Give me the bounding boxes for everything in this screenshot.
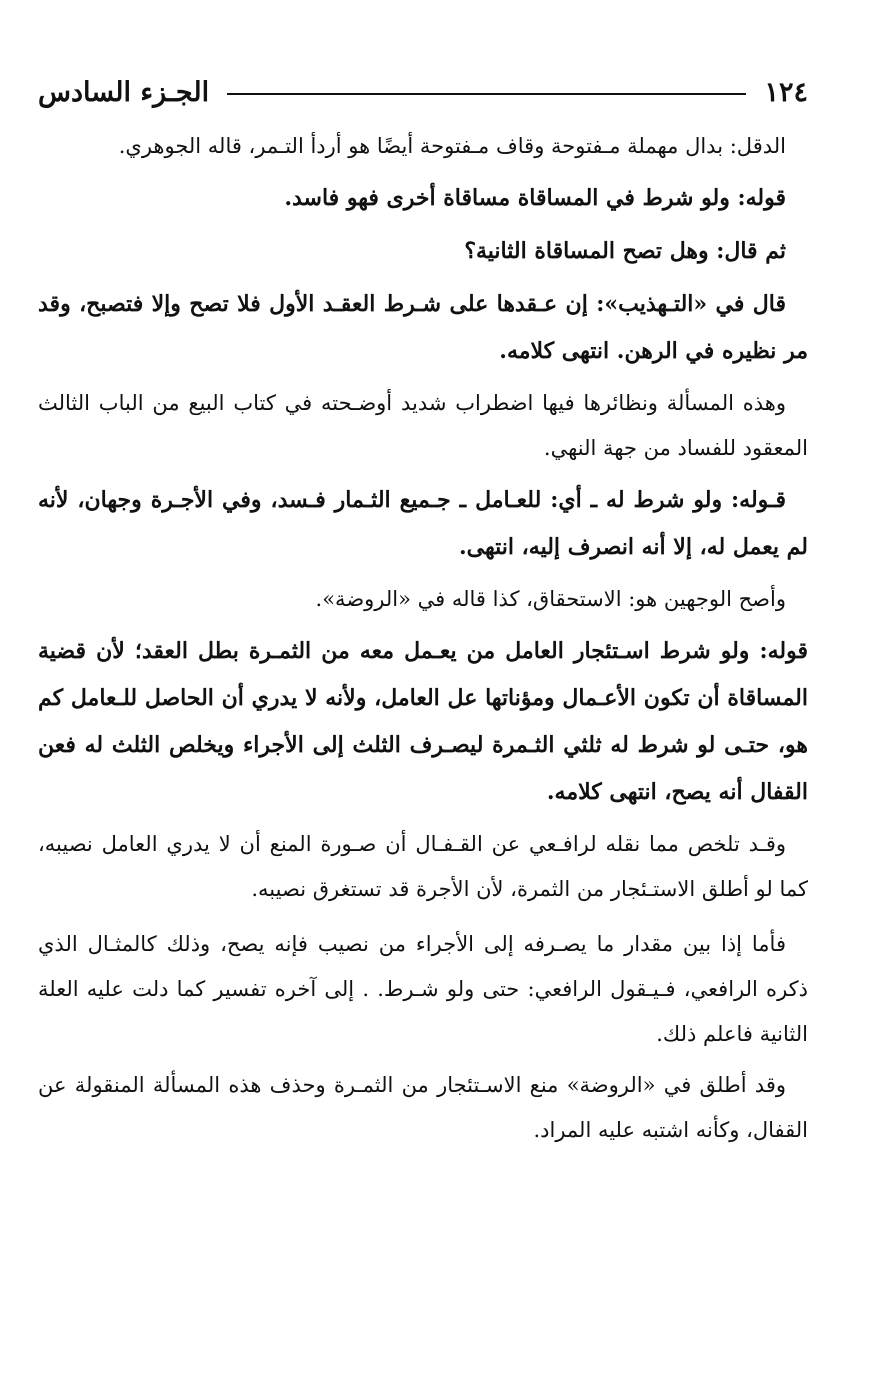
quoted-text: قـوله: ولو شرط له ـ أي: للعـامل ـ جـميع الثـمار فـسد، وفي الأجـرة وجهان، لأنه لم يعمل له، إلا أنه انصرف إليه، انتهى.: [38, 487, 808, 560]
document-page: [38, 70, 808, 1159]
commentary-paragraph: وأصح الوجهين هو: الاستحقاق، كذا قاله في «الروضة».: [315, 587, 786, 611]
page-body: [38, 124, 808, 1153]
commentary-paragraph: فأما إذا بين مقدار ما يصـرفه إلى الأجراء من نصيب فإنه يصح، وذلك كالمثـال الذي ذكره الرافعي، فـيـقول الرافعي: حتى ولو شـرط. . إلى آخره تفسير كما دلت عليه العلة الثانية فاعلم ذلك.: [38, 932, 808, 1046]
running-title: الجـزء السادس: [38, 76, 210, 108]
quoted-text: قوله: ولو شرط في المساقاة مساقاة أخرى فهو فاسد.: [284, 185, 786, 211]
commentary-paragraph: وهذه المسألة ونظائرها فيها اضطراب شديد أوضـحته في كتاب البيع من الباب الثالث المعقود للفساد من جهة النهي.: [38, 391, 808, 460]
header-rule: [227, 93, 746, 95]
commentary-paragraph: وقـد تلخص مما نقله لرافـعي عن القـفـال أن صـورة المنع أن لا يدري العامل نصيبه، كما لو أطلق الاستـئجار من الثمرة، لأن الأجرة قد تستغرق نصيبه.: [38, 832, 808, 901]
commentary-paragraph: وقد أطلق في «الروضة» منع الاسـتئجار من الثمـرة وحذف هذه المسألة المنقولة عن القفال، وكأنه اشتبه عليه المراد.: [38, 1073, 808, 1142]
quoted-text: ثم قال: وهل تصح المساقاة الثانية؟: [464, 238, 786, 264]
page-header: [38, 70, 808, 114]
page-number: ١٢٤: [764, 76, 808, 108]
quoted-text: قال في «التـهذيب»: إن عـقدها على شـرط العقـد الأول فلا تصح وإلا فتصبح، وقد مر نظيره في الرهن. انتهى كلامه.: [38, 291, 808, 364]
paragraph-definition: الدقل: بدال مهملة مـفتوحة وقاف مـفتوحة أيضًا هو أردأ التـمر، قاله الجوهري.: [118, 134, 786, 158]
quoted-text: قوله: ولو شرط اسـتئجار العامل من يعـمل معه من الثمـرة بطل العقد؛ لأن قضية المساقاة أن تكون الأعـمال ومؤناتها عل العامل، ولأنه لا يدري أن الحاصل للـعامل كم هو، حتـى لو شرط له ثلثي الثـمرة ليصـرف الثلث إلى الأجراء ويخلص الثلث له فعن القفال أنه يصح، انتهى كلامه.: [38, 638, 808, 805]
